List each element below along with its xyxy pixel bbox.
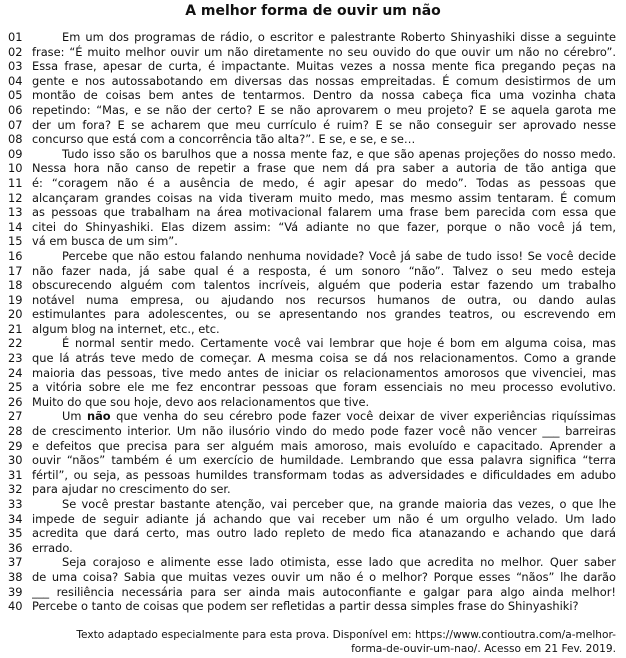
line-text: vá em busca de um sim”. [32,234,178,249]
line-number: 33 [8,497,23,511]
line-text: a vitória sobre ele me fez encontrar pessoas que foram essenciais no meu processo evolutivo. [32,380,616,395]
line-number: 14 [8,219,23,234]
line-number: 10 [8,161,23,176]
line-number: 40 [8,599,23,614]
source-line-1: Texto adaptado especialmente para esta prova. Disponível em: https://www.contioutra.com/a-melhor- [76,629,616,641]
text-line [8,307,616,322]
line-number: 38 [8,569,23,584]
line-number: 32 [8,482,23,497]
text-line [8,59,616,74]
line-text: der um fora? E se acharem que meu currículo é ruim? E se não conseguir ser aprovado nesse [32,117,616,132]
text-line [8,103,616,118]
line-number: 11 [8,175,23,190]
text-line [8,45,616,60]
line-text: as pessoas que trabalham na área motivacional falarem uma frase bem parecida com essa que [32,205,616,220]
line-number: 34 [8,511,23,526]
line-text: alcançaram grandes coisas na vida tiveram muito medo, mas mesmo assim tentaram. É comum [32,190,616,205]
line-number: 13 [8,205,23,220]
line-text: Essa frase, apesar de curta, é impactante. Muitas vezes a nossa mente fica pregando peças na [32,59,616,74]
text-line [8,585,616,600]
line-number: 37 [8,555,23,570]
text-line [8,176,616,191]
text-line [8,599,616,614]
line-text: citei do Shinyashiki. Elas dizem assim: “Vá adiante no que fazer, porque o não você já tem, [32,219,616,234]
text-line [8,351,616,366]
text-line [8,424,616,439]
line-number: 20 [8,307,23,322]
text-line [8,249,616,264]
line-text: que lá atrás teve medo de começar. A mesma coisa se dá nos relacionamentos. Como a grande [32,351,616,366]
text-line [8,555,616,570]
line-number: 22 [8,336,23,351]
text-line [8,439,616,454]
text-line [8,132,616,147]
line-text-prefix: Um [62,409,87,424]
text-line [8,147,616,162]
line-number: 28 [8,424,23,439]
line-text: gente e nos autossabotando em diversas das nossas empreitadas. É comum desistirmos de um [32,73,616,88]
line-text: concurso que está com a concorrência tão alta?”. E se, e se, e se… [32,132,416,147]
line-text [32,409,616,424]
text-line [8,30,616,45]
line-text: algum blog na internet, etc., etc. [32,321,220,336]
line-text: fértil”, ou seja, as pessoas humildes transformam todas as adversidades e dificuldades em adubo [32,467,616,482]
line-number: 06 [8,102,23,117]
line-text: obscurecendo alguém com talentos incríveis, alguém que poderia estar fazendo um trabalho [32,278,616,293]
line-number: 07 [8,117,23,132]
line-number: 15 [8,234,23,249]
text-line [8,74,616,89]
line-text: notável numa empresa, ou ajudando nos recursos humanos de outra, ou dando aulas [32,292,616,307]
line-text: Muito do que sou hoje, devo aos relacionamentos que tive. [32,394,370,409]
text-line [8,161,616,176]
text-line [8,482,616,497]
line-number: 17 [8,263,23,278]
line-number: 31 [8,467,23,482]
line-text: estimulantes para adolescentes, ou se apresentando nos grandes teatros, ou escrevendo em [32,307,616,322]
line-text: Em um dos programas de rádio, o escritor e palestrante Roberto Shinyashiki disse a seguinte [62,30,616,44]
line-number: 24 [8,365,23,380]
line-text: montão de coisas bem antes de tentarmos. Dentro da nossa cabeça fica uma vozinha chata [32,88,616,103]
line-number: 02 [8,44,23,59]
line-text: ouvir “nãos” também é um exercício de humildade. Lembrando que essa palavra significa “terra [32,453,616,468]
text-line [8,293,616,308]
line-text: Percebe que não estou falando nenhuma novidade? Você já sabe de tudo isso! Se você decide [62,248,616,263]
line-text: Seja corajoso e alimente esse lado otimista, esse lado que acredita no melhor. Quer saber [62,555,616,570]
line-text: ___ resiliência necessária para ser ainda mais autoconfiante e galgar para algo ainda melhor! [32,584,616,599]
line-text-rest: que venha do seu cérebro pode fazer você deixar de viver experiências riquíssimas [110,409,616,424]
line-text: para ajudar no crescimento do ser. [32,482,231,497]
emphasis-word: não [86,409,111,424]
text-line [8,264,616,279]
line-text: acredita que dará certo, mas outro lado repleto de medo fica atanazando e achando que dará [32,526,616,541]
line-number: 21 [8,321,23,336]
line-text: e defeitos que precisa para ser alguém mais amoroso, mais evoluído e capacitado. Aprender a [32,438,616,453]
line-text: repetindo: “Mas, e se não der certo? E se não aprovarem o meu projeto? E se aquela garota me [32,102,616,117]
line-number: 03 [8,59,23,74]
text-line [8,453,616,468]
line-text: Tudo isso são os barulhos que a nossa mente faz, e que são apenas projeções do nosso medo. [62,146,616,161]
line-number: 18 [8,278,23,293]
text-line [8,526,616,541]
text-line [8,541,616,556]
text-line [8,380,616,395]
line-text: frase: “É muito melhor ouvir um não diretamente no seu ouvido do que ouvir um não no cérebro”. [32,44,616,59]
text-line [8,278,616,293]
line-text: maioria das pessoas, tive medo antes de iniciar os relacionamentos amorosos que vivenciei, mas [32,365,616,380]
line-text: Percebe o tanto de coisas que podem ser refletidas a partir dessa simples frase do Shinyashiki? [32,599,579,614]
text-line [8,191,616,206]
line-number: 19 [8,292,23,307]
text-line [8,395,616,410]
line-text: é: “coragem não é a ausência de medo, é agir apesar do medo”. Todas as pessoas que [32,175,616,190]
line-number: 30 [8,453,23,468]
text-line [8,234,616,249]
line-text: de crescimento interior. Um não ilusório vindo do medo pode fazer você não vencer ___ barreiras [32,424,616,439]
line-number: 29 [8,438,23,453]
text-line [8,366,616,381]
text-line [8,409,616,424]
source-citation [20,628,616,656]
line-number: 25 [8,380,23,395]
line-number: 01 [8,30,23,44]
text-line [8,468,616,483]
line-text: Nessa hora não canso de repetir a frase que nem dá pra saber a autoria de tão antiga que [32,161,616,176]
line-number: 26 [8,394,23,409]
text-line [8,512,616,527]
text-line [8,220,616,235]
line-number: 08 [8,132,23,147]
line-text: Se você prestar bastante atenção, vai perceber que, na grande maioria das vezes, o que lhe [62,497,616,511]
text-line [8,570,616,585]
line-number: 36 [8,540,23,555]
line-number: 05 [8,88,23,103]
line-number: 16 [8,248,23,263]
line-number: 04 [8,73,23,88]
text-body [8,30,616,614]
line-text: impede de seguir adiante já achando que vai receber um não é um orgulho velado. Um lado [32,511,616,526]
text-line [8,497,616,512]
line-number: 23 [8,351,23,366]
source-line-2: forma-de-ouvir-um-nao/. Acesso em 21 Fev. 2019. [351,643,616,655]
page-title: A melhor forma de ouvir um não [185,3,441,19]
text-line [8,88,616,103]
line-number: 39 [8,584,23,599]
line-number: 35 [8,526,23,541]
text-line [8,205,616,220]
text-line [8,118,616,133]
text-line [8,322,616,337]
line-text: não fazer nada, já sabe qual é a resposta, é um sonoro “não”. Talvez o seu medo esteja [32,263,616,278]
line-number: 12 [8,190,23,205]
line-text: errado. [32,540,73,555]
line-text: É normal sentir medo. Certamente você vai lembrar que hoje é bom em alguma coisa, mas [62,336,616,351]
line-number: 27 [8,409,23,424]
line-number: 09 [8,146,23,161]
text-line [8,336,616,351]
line-text: de uma coisa? Sabia que muitas vezes ouvir um não é o melhor? Porque esses “nãos” lhe darão [32,569,616,584]
